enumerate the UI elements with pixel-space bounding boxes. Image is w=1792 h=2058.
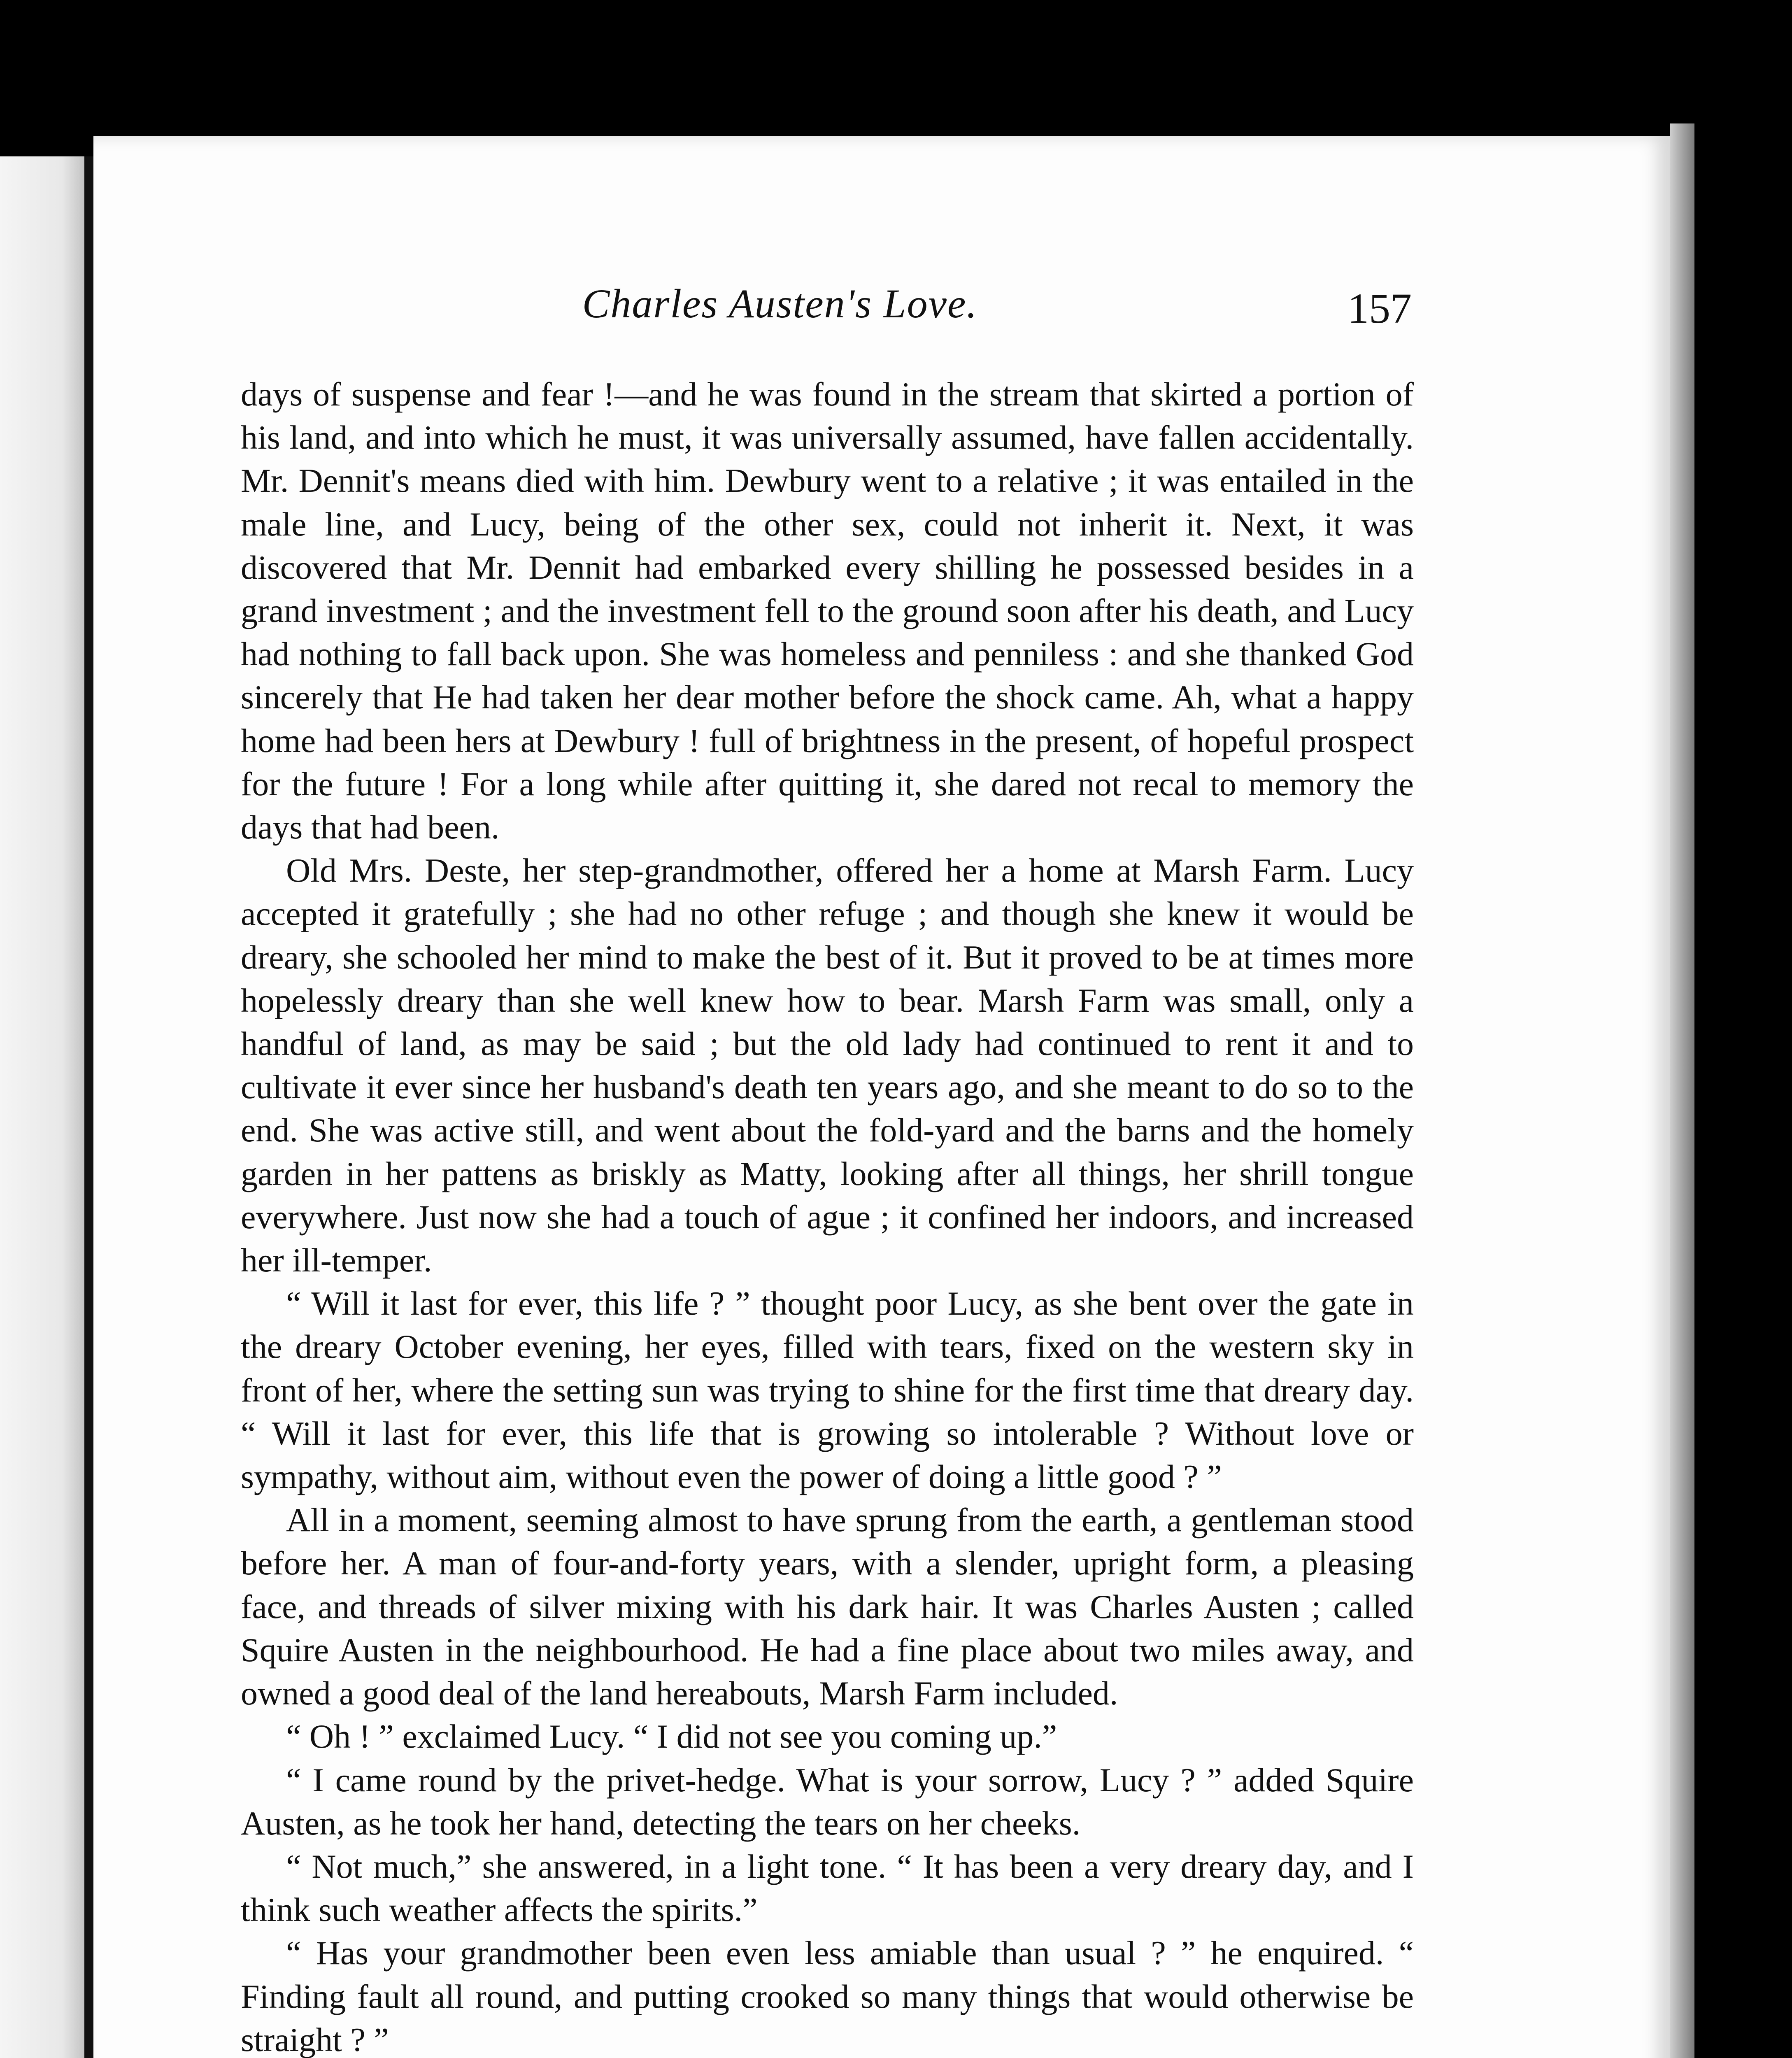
paragraph: “ Oh ! ” exclaimed Lucy. “ I did not see you coming up.” [286, 1718, 1057, 1755]
running-head [148, 280, 1412, 342]
book-gutter [84, 156, 93, 2058]
page-number: 157 [1347, 285, 1412, 332]
paragraph: “ Will it last for ever, this life ? ” thought poor Lucy, as she bent over the gate in the dreary October evening, her eyes, filled with tears, fixed on the western sky in front of her, where the setting sun was trying to shine for the first time that dreary day. “ Will it last for ever, this life that is growing so intolerable ? Without love or sympathy, without aim, without even the power of doing a little good ? ” [241, 1285, 1414, 1496]
body-text [241, 372, 1414, 2058]
paragraph: All in a moment, seeming almost to have sprung from the earth, a gentleman stood before her. A man of four-and-forty years, with a slender, upright form, a pleasing face, and threads of silver mixing with his dark hair. It was Charles Austen ; called Squire Austen in the neighbourhood. He had a fine place about two miles away, and owned a good deal of the land hereabouts, Marsh Farm included. [241, 1501, 1414, 1712]
paragraph: “ I came round by the privet-hedge. What is your sorrow, Lucy ? ” added Squire Austen, as he took her hand, detecting the tears on her cheeks. [241, 1761, 1414, 1842]
running-head-title: Charles Austen's Love. [582, 281, 978, 326]
paragraph: “ Has your grandmother been even less amiable than usual ? ” he enquired. “ Finding fault all round, and putting crooked so many things that would otherwise be straight ? ” [241, 1934, 1414, 2058]
paragraph: days of suspense and fear !—and he was found in the stream that skirted a portion of his land, and into which he must, it was universally assumed, have fallen accidentally. Mr. Dennit's means died with him. Dewbury went to a relative ; it was entailed in the male line, and Lucy, being of the other sex, could not inherit it. Next, it was discovered that Mr. Dennit had embarked every shilling he possessed besides in a grand investment ; and the investment fell to the ground soon after his death, and Lucy had nothing to fall back upon. She was homeless and penniless : and she thanked God sincerely that He had taken her dear mother before the shock came. Ah, what a happy home had been hers at Dewbury ! full of brightness in the present, of hopeful prospect for the future ! For a long while after quitting it, she dared not recal to memory the days that had been. [241, 375, 1414, 846]
paragraph: “ Not much,” she answered, in a light tone. “ It has been a very dreary day, and I think such weather affects the spirits.” [241, 1847, 1414, 1929]
previous-page-edge [0, 156, 88, 2058]
paragraph: Old Mrs. Deste, her step-grandmother, offered her a home at Marsh Farm. Lucy accepted it gratefully ; she had no other refuge ; and though she knew it would be dreary, she schooled her mind to make the best of it. But it proved to be at times more hopelessly dreary than she well knew how to bear. Marsh Farm was small, only a handful of land, as may be said ; but the old lady had continued to rent it and to cultivate it ever since her husband's death ten years ago, and she meant to do so to the end. She was active still, and went about the fold-yard and the barns and the homely garden in her pattens as briskly as Matty, looking after all things, her shrill tongue everywhere. Just now she had a touch of ague ; it confined her indoors, and increased her ill-temper. [241, 852, 1414, 1279]
page-edge-shadow [1670, 123, 1694, 2058]
